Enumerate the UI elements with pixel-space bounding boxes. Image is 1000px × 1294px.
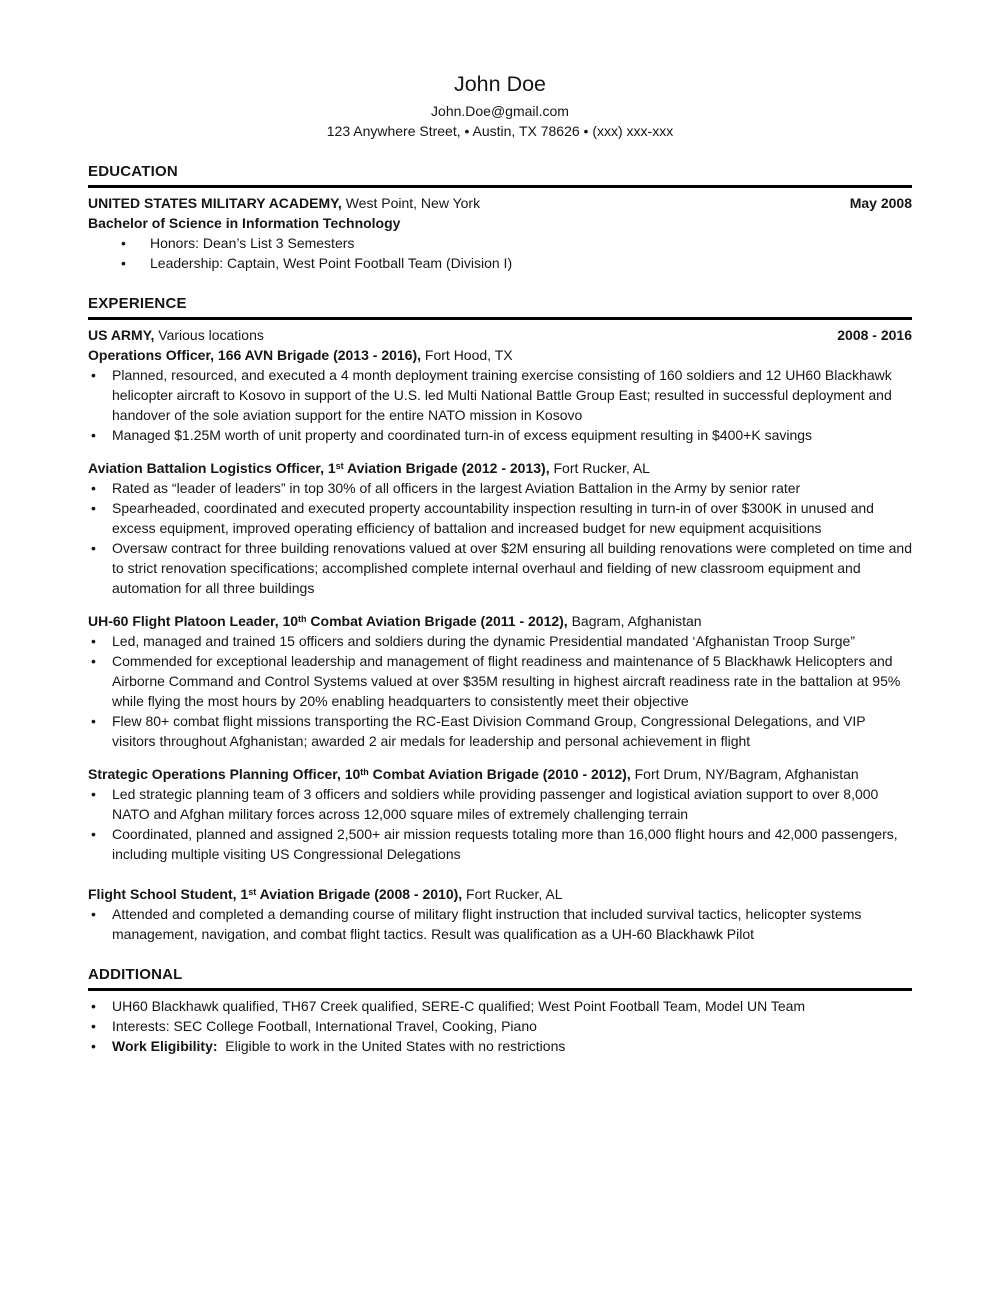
- job-title-text: Combat Aviation Brigade (2011 - 2012),: [306, 613, 568, 629]
- ordinal-superscript: th: [298, 614, 307, 624]
- section-additional: [88, 966, 912, 1056]
- additional-bullets: [88, 996, 912, 1056]
- additional-bullet: • UH60 Blackhawk qualified, TH67 Creek qualified, SERE-C qualified; West Point Football Team, Model UN Team: [88, 996, 912, 1016]
- ordinal-superscript: st: [335, 461, 344, 471]
- job-title: [88, 886, 462, 902]
- job-title-text: Operations Officer, 166 AVN Brigade (2013 - 2016),: [88, 347, 422, 363]
- employer-dates: 2008 - 2016: [837, 327, 912, 343]
- address-phone-line: 123 Anywhere Street, • Austin, TX 78626 • (xxx) xxx-xxx: [326, 123, 674, 139]
- employer-locations: Various locations: [154, 327, 264, 343]
- experience-heading: EXPERIENCE: [88, 295, 912, 320]
- job-title: [88, 766, 631, 782]
- job-bullet: • Managed $1.25M worth of unit property and coordinated turn-in of excess equipment resulting in $400+K savings: [88, 425, 912, 445]
- job-strategic-planning-officer: [88, 764, 912, 864]
- job-title-text: UH-60 Flight Platoon Leader, 10: [88, 613, 299, 629]
- job-bullets: [88, 631, 912, 751]
- job-bullet: • Planned, resourced, and executed a 4 month deployment training exercise consisting of 160 soldiers and 12 UH60 Blackhawk helicopter aircraft to Kosovo in support of the U.S. led Multi National Battle Group East; resulted in successful deployment and handover of the sole aviation support for the entire NATO mission in Kosovo: [88, 365, 912, 425]
- job-title-text: Strategic Operations Planning Officer, 10: [88, 766, 361, 782]
- job-bullet: • Led strategic planning team of 3 officers and soldiers while providing passenger and logistical aviation support to over 8,000 NATO and Afghan military forces across 12,000 square miles of extremely challenging terrain: [88, 784, 912, 824]
- email-line: John.Doe@gmail.com: [431, 103, 569, 119]
- resume-header: [88, 70, 912, 141]
- person-name: John Doe: [453, 72, 547, 96]
- degree-line: Bachelor of Science in Information Technology: [88, 215, 401, 231]
- work-eligibility-text: Eligible to work in the United States with no restrictions: [217, 1038, 566, 1054]
- job-title-text: Aviation Battalion Logistics Officer, 1: [88, 460, 336, 476]
- job-title-text: Flight School Student, 1: [88, 886, 249, 902]
- job-bullet: • Spearheaded, coordinated and executed property accountability inspection resulting in turn-in of over $300K in unused and excess equipment, improved operating efficiency of battalion and increased budget for new equipment acquisitions: [88, 498, 912, 538]
- school-left: [88, 193, 480, 213]
- job-location: Fort Rucker, AL: [462, 886, 563, 902]
- employer-left: [88, 325, 264, 345]
- education-heading: EDUCATION: [88, 163, 912, 188]
- job-title: [88, 460, 550, 476]
- education-bullets: [88, 233, 912, 273]
- work-eligibility-label: Work Eligibility:: [112, 1038, 218, 1054]
- school-line: [88, 193, 912, 213]
- job-title-line: [88, 884, 912, 904]
- ordinal-superscript: th: [360, 767, 369, 777]
- job-logistics-officer: [88, 458, 912, 598]
- ordinal-superscript: st: [248, 887, 257, 897]
- job-title-text: Combat Aviation Brigade (2010 - 2012),: [368, 766, 631, 782]
- job-title-line: [88, 345, 912, 365]
- job-title-line: [88, 611, 912, 631]
- job-title-text: Aviation Brigade (2012 - 2013),: [343, 460, 550, 476]
- job-title: [88, 347, 421, 363]
- job-title: [88, 613, 568, 629]
- additional-heading: ADDITIONAL: [88, 966, 912, 991]
- employer-name: US ARMY,: [88, 327, 155, 343]
- job-title-line: [88, 458, 912, 478]
- job-operations-officer: [88, 345, 912, 445]
- job-bullets: [88, 365, 912, 445]
- job-bullet: • Rated as “leader of leaders” in top 30% of all officers in the largest Aviation Battalion in the Army by senior rater: [88, 478, 912, 498]
- job-location: Fort Rucker, AL: [549, 460, 650, 476]
- job-bullets: [88, 784, 912, 864]
- section-experience: [88, 295, 912, 944]
- job-location: Bagram, Afghanistan: [567, 613, 702, 629]
- job-bullet: • Flew 80+ combat flight missions transporting the RC-East Division Command Group, Congressional Delegations, and VIP visitors throughout Afghanistan; awarded 2 air medals for leadership and personal achievement in flight: [88, 711, 912, 751]
- job-location: Fort Drum, NY/Bagram, Afghanistan: [630, 766, 859, 782]
- job-bullet: • Commended for exceptional leadership and management of flight readiness and maintenance of 5 Blackhawk Helicopters and Airborne Command and Control Systems valued at over $35M resulting in highest aircraft readiness rate in the battalion at 95% while flying the most hours by 20% enabling headquarters to consistently meet their objective: [88, 651, 912, 711]
- section-education: [88, 163, 912, 273]
- school-name: UNITED STATES MILITARY ACADEMY,: [88, 195, 342, 211]
- job-bullet: • Oversaw contract for three building renovations valued at over $2M ensuring all building renovations were completed on time and to strict renovation specifications; accomplished complete internal overhaul and fielding of new classroom equipment and automation for all three buildings: [88, 538, 912, 598]
- work-eligibility-bullet: [88, 1036, 912, 1056]
- job-title-line: [88, 764, 912, 784]
- job-flight-school-student: [88, 884, 912, 944]
- job-bullets: [88, 478, 912, 598]
- education-date: May 2008: [849, 195, 912, 211]
- job-bullet: • Coordinated, planned and assigned 2,500+ air mission requests totaling more than 16,000 flight hours and 42,000 passengers, including multiple visiting US Congressional Delegations: [88, 824, 912, 864]
- job-bullet: • Attended and completed a demanding course of military flight instruction that included survival tactics, helicopter systems management, navigation, and combat flight tactics. Result was qualification as a UH-60 Blackhawk Pilot: [88, 904, 912, 944]
- job-title-text: Aviation Brigade (2008 - 2010),: [256, 886, 463, 902]
- education-bullet: • Honors: Dean’s List 3 Semesters: [88, 233, 912, 253]
- employer-line: [88, 325, 912, 345]
- school-location: West Point, New York: [341, 195, 481, 211]
- job-flight-platoon-leader: [88, 611, 912, 751]
- additional-bullet: • Interests: SEC College Football, International Travel, Cooking, Piano: [88, 1016, 912, 1036]
- education-bullet: • Leadership: Captain, West Point Football Team (Division I): [88, 253, 912, 273]
- job-bullets: [88, 904, 912, 944]
- job-location: Fort Hood, TX: [421, 347, 513, 363]
- job-bullet: • Led, managed and trained 15 officers and soldiers during the dynamic Presidential mandated ‘Afghanistan Troop Surge”: [88, 631, 912, 651]
